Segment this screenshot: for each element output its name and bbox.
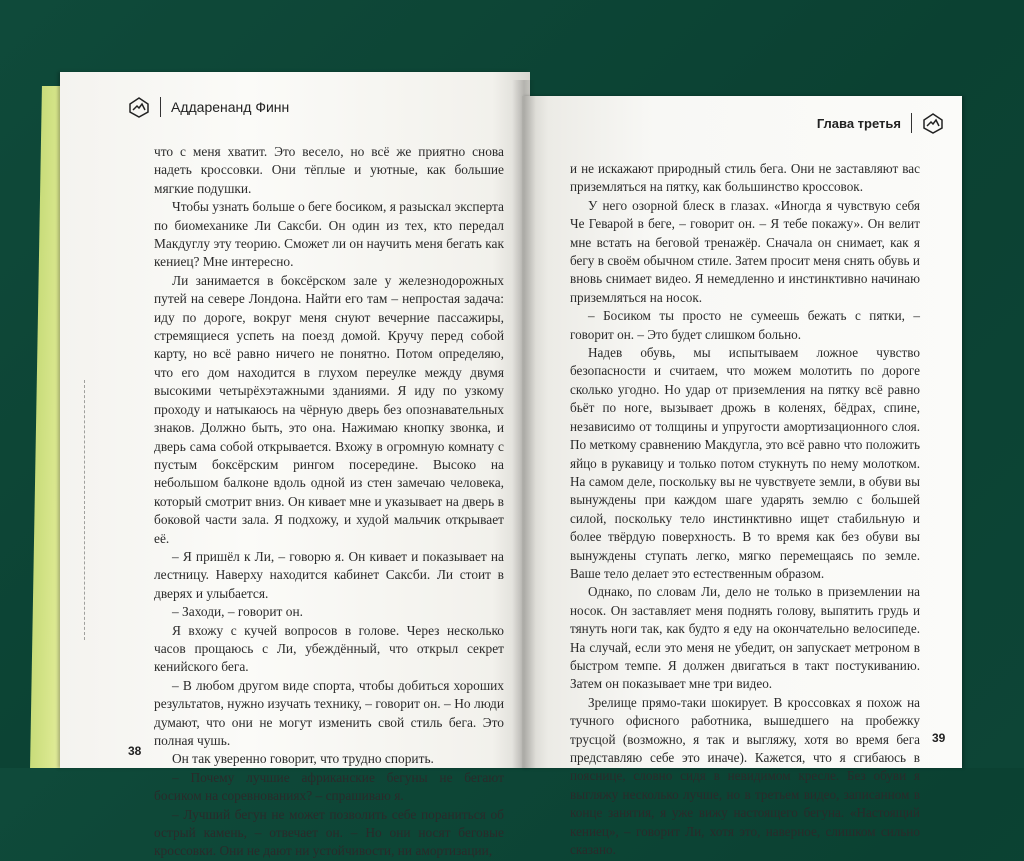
paragraph: У него озорной блеск в глазах. «Иногда я чувствую себя Че Геварой в беге, – говорит он. – Я тебе покажу». Он велит мне встать на беговой тренажёр. Сначала он снимает, как я бегу в своём обычном стиле. Затем просит меня снять обувь и вновь снимает видео. Я немедленно и инстинктивно начинаю приземляться на носок. [570,197,920,305]
author-name: Аддаренанд Финн [171,99,290,115]
paragraph: – В любом другом виде спорта, чтобы добиться хороших результатов, нужно изучать технику, – говорит он. – Но люди думают, что они не могут изменить свой стиль бега. Это полная чушь. [154,677,504,748]
book-spine [512,80,536,768]
paragraph: – Босиком ты просто не сумеешь бежать с пятки, – говорит он. – Это будет слишком больно. [570,308,920,342]
mountain-logo-icon [922,112,944,134]
right-running-header [817,112,944,134]
mountain-logo-icon [128,96,150,118]
page-edge-marks [84,380,89,640]
header-divider [160,97,161,117]
chapter-title: Глава третья [816,115,901,131]
left-page-number: 38 [128,744,142,758]
left-running-header [128,96,289,118]
paragraph: Зрелище прямо-таки шокирует. В кроссовках я похож на тучного офисного работника, вышедшего на пробежку трусцой (возможно, я так и выгляжу, хотя во время бега представляю себе это иначе). Кажется, что я сгибаюсь в пояснице, словно сидя в невидимом кресле. Без обуви я выгляжу несколько лучше, но в третьем видео, записанном в конце занятия, я уже вижу настоящего бегуна. «Настоящий кениец», – говорит Ли, хотя это, наверное, слишком сильно сказано. [570,694,920,858]
paragraph: что с меня хватит. Это весело, но всё же приятно снова надеть кроссовки. Они тёплые и уютные, как большие мягкие подушки. [154,144,504,196]
paragraph: Надев обувь, мы испытываем ложное чувство безопасности и считаем, что можем молотить по дороге сколько угодно. Но удар от приземления на пятку всё равно бьёт по ноге, вызывает дрожь в коленях, бёдрах, спине, независимо от толщины и упругости амортизационного слоя. По меткому сравнению Макдугла, это всё равно что положить яйцо в рукавицу и только потом стукнуть по нему молотком. На самом деле, поскольку вы не чувствуете земли, в обуви вы вынуждены при каждом шаге ударять землю с большей силой, поскольку тело инстинктивно ищет стабильную и более твёрдую поверхность. В то время как без обуви вы вынуждены ступать легко, мягко перемещаясь по земле. Ваше тело делает это естественным образом. [570,345,920,581]
header-divider [911,113,912,133]
right-page-number: 39 [932,731,946,745]
paragraph: Ли занимается в боксёрском зале у железнодорожных путей на севере Лондона. Найти его там – непростая задача: иду по дороге, вокруг меня снуют вечерние пассажиры, стремящиеся успеть на поезд домой. Кручу перед собой карту, но всё равно ничего не понятно. Потом определяю, что его дом находится в глухом переулке между двумя высокими четырёхэтажными зданиями. Я иду по узкому проходу и натыкаюсь на чёрную дверь без опознавательных знаков. Должно быть, это она. Нажимаю кнопку звонка, и дверь сама собой открывается. Вхожу в огромную комнату с пустым боксёрским рингом посередине. Высоко на небольшом балконе вдоль одной из стен замечаю человека, который смотрит вниз. Он кивает мне и указывает на дверь в боковой части зала. Я подхожу, и худой мальчик открывает её. [154,272,504,546]
paragraph: и не искажают природный стиль бега. Они не заставляют вас приземляться на пятку, как большинство кроссовок. [570,161,920,195]
paragraph: Чтобы узнать больше о беге босиком, я разыскал эксперта по биомеханике Ли Саксби. Он один из тех, кто передал Макдуглу эту теорию. Сможет ли он научить меня бегать как кениец? Мне интересно. [154,199,504,270]
paragraph: – Почему лучшие африканские бегуны не бегают босиком на соревнованиях? – спрашиваю я. [154,769,504,804]
paragraph: – Заходи, – говорит он. [172,604,303,620]
paragraph: – Лучший бегун не может позволить себе пораниться об острый камень, – отвечает он. – Но они носят беговые кроссовки. Они не дают ни устойчивости, ни амортизации, [154,806,504,859]
paragraph: Я вхожу с кучей вопросов в голове. Через несколько часов прощаюсь с Ли, убеждённый, что открыл секрет кенийского бега. [154,622,504,675]
paragraph: Он так уверенно говорит, что трудно спорить. [172,751,434,767]
left-page-text [154,143,504,861]
right-page-text [570,160,920,859]
paragraph: – Я пришёл к Ли, – говорю я. Он кивает и показывает на лестницу. Наверху находится кабинет Саксби. Ли стоит в дверях и улыбается. [154,548,504,601]
paragraph: Однако, по словам Ли, дело не только в приземлении на носок. Он заставляет меня поднять голову, выпятить грудь и тянуть ноги так, как будто я еду на окончательно велосипеде. На случай, если это меня не убедит, он запускает метроном в быстром темпе. Я должен двигаться в такт постукиванию. Затем он показывает мне три видео. [570,584,920,692]
